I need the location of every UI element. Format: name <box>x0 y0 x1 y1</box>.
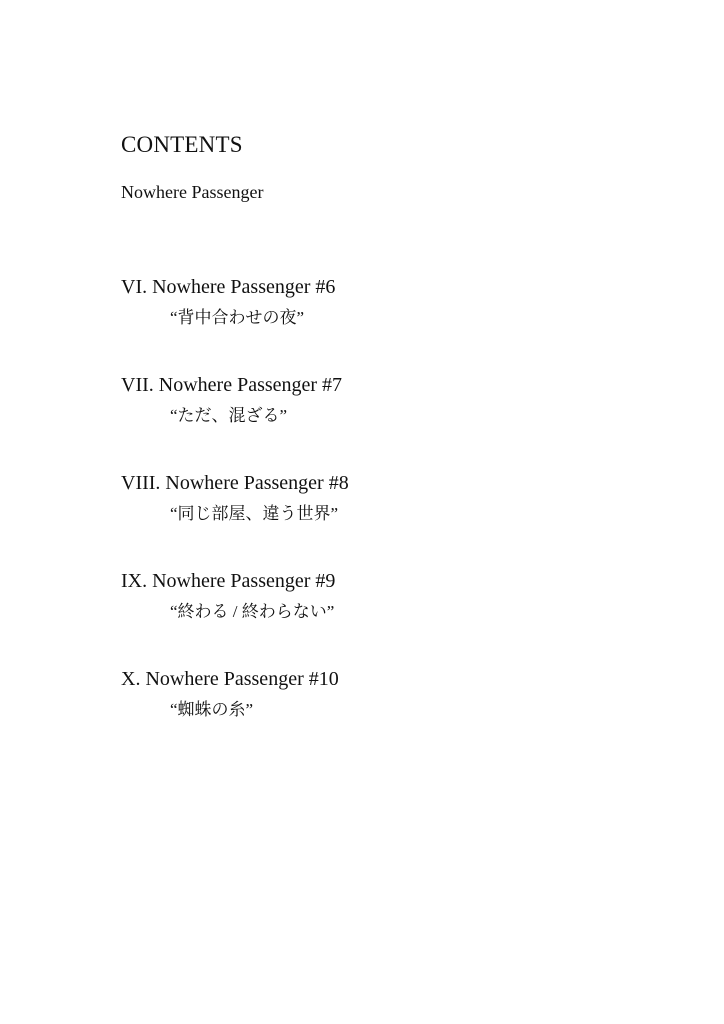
toc-entry <box>121 274 681 330</box>
chapter-subtitle: “背中合わせの夜” <box>170 308 305 327</box>
toc-entry <box>121 568 681 624</box>
chapter-subtitle: “蜘蛛の糸” <box>170 700 254 719</box>
chapter-title: VII. Nowhere Passenger #7 <box>121 374 343 396</box>
chapter-subtitle: “同じ部屋、違う世界” <box>170 504 339 523</box>
chapter-title: VI. Nowhere Passenger #6 <box>121 276 336 298</box>
chapter-title: X. Nowhere Passenger #10 <box>121 668 339 690</box>
toc-entry <box>121 372 681 428</box>
toc-entry <box>121 666 681 722</box>
chapter-title: VIII. Nowhere Passenger #8 <box>121 472 349 494</box>
chapter-title: IX. Nowhere Passenger #9 <box>121 570 336 592</box>
page-heading: CONTENTS <box>121 132 243 157</box>
toc-entry <box>121 470 681 526</box>
chapter-subtitle: “終わる / 終わらない” <box>170 602 335 621</box>
book-title: Nowhere Passenger <box>121 182 264 202</box>
chapter-subtitle: “ただ、混ざる” <box>170 406 288 425</box>
